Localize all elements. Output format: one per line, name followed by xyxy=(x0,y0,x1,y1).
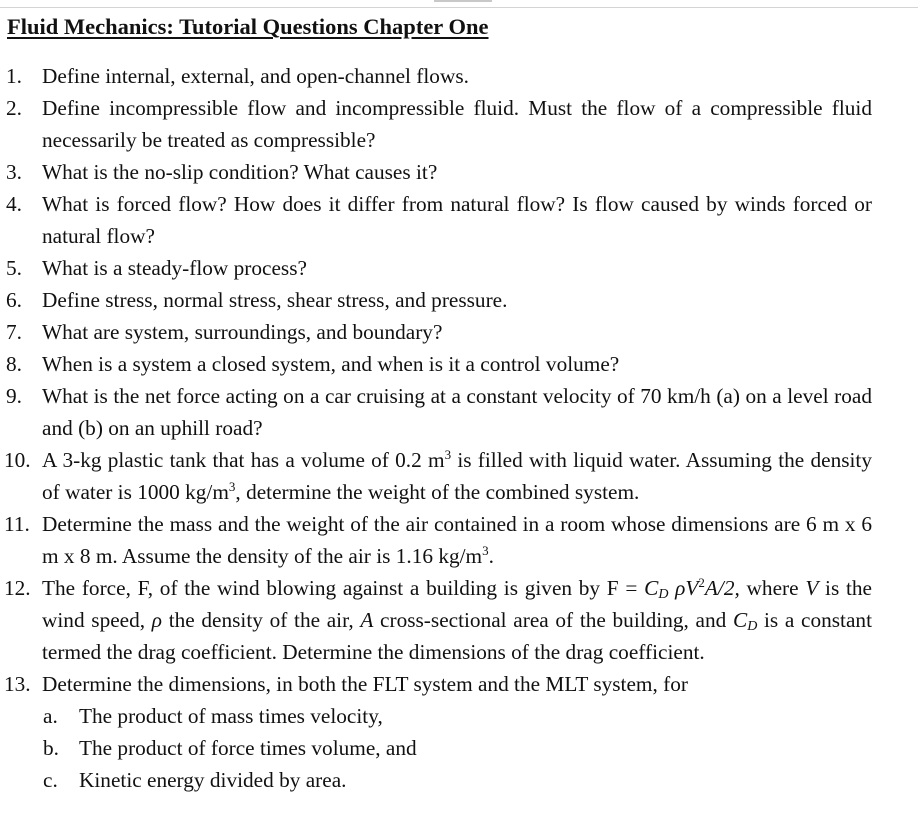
subquestion-c xyxy=(0,764,859,796)
question-text: Define incompressible flow and incompressible fluid. Must the flow of a compressible fluid necessarily be treated as compressible? xyxy=(42,96,872,152)
question-4 xyxy=(0,188,872,252)
subquestion-text: The product of mass times velocity, xyxy=(79,704,383,728)
question-7 xyxy=(0,316,872,348)
question-text: is the wind speed, xyxy=(42,576,872,632)
question-text: What is the no-slip condition? What causes it? xyxy=(42,160,438,184)
question-text: When is a system a closed system, and when is it a control volume? xyxy=(42,352,620,376)
question-9 xyxy=(0,380,872,444)
question-number: 3. xyxy=(6,160,22,184)
subquestion-letter: c. xyxy=(43,768,58,792)
question-13 xyxy=(0,668,872,700)
question-3 xyxy=(0,156,872,188)
question-number: 4. xyxy=(6,192,22,216)
question-text: the density of the air, xyxy=(162,608,361,632)
subquestion-text: Kinetic energy divided by area. xyxy=(79,768,347,792)
symbol-rho: ρ xyxy=(151,608,163,632)
formula-v: V xyxy=(685,576,699,600)
page-top-border xyxy=(0,7,918,8)
question-text: What is a steady-flow process? xyxy=(42,256,307,280)
question-text: . xyxy=(488,544,494,568)
formula-area: A/2, xyxy=(704,576,740,600)
question-text: What are system, surroundings, and boundary? xyxy=(42,320,443,344)
question-number: 7. xyxy=(6,320,22,344)
question-number: 1. xyxy=(6,64,22,88)
exponent: 3 xyxy=(228,479,236,494)
symbol-v: V xyxy=(805,576,819,600)
question-number: 5. xyxy=(6,256,22,280)
question-number: 10. xyxy=(4,448,31,472)
question-text: Determine the dimensions, in both the FLT system and the MLT system, for xyxy=(42,672,688,696)
subquestion-b xyxy=(0,732,859,764)
exponent: 3 xyxy=(482,543,489,558)
question-number: 6. xyxy=(6,288,22,312)
question-text: Define stress, normal stress, shear stress, and pressure. xyxy=(42,288,508,312)
question-list xyxy=(0,60,918,796)
question-text: where xyxy=(739,576,806,600)
symbol-a: A xyxy=(360,608,374,632)
question-12 xyxy=(0,572,872,668)
formula-cd xyxy=(644,576,668,600)
formula-subscript: D xyxy=(658,587,669,602)
question-text: is a constant termed the drag coefficient. Determine the dimensions of the drag coefficient. xyxy=(42,608,872,664)
page-top-marker xyxy=(434,0,492,2)
subquestion-a xyxy=(0,700,859,732)
question-number: 13. xyxy=(4,672,31,696)
question-5 xyxy=(0,252,872,284)
question-number: 9. xyxy=(6,384,22,408)
formula-exponent: 2 xyxy=(698,575,705,590)
question-text: Determine the mass and the weight of the air contained in a room whose dimensions are 6 m x 6 m x 8 m. Assume the density of the air is 1.16 kg/m xyxy=(42,512,872,568)
exponent: 3 xyxy=(444,447,452,462)
question-number: 11. xyxy=(4,512,30,536)
question-text: is filled with liquid water. Assuming the density of water is 1000 kg/m xyxy=(42,448,872,504)
question-text: What is forced flow? How does it differ from natural flow? Is flow caused by winds forced or natural flow? xyxy=(42,192,872,248)
subquestion-letter: a. xyxy=(43,704,58,728)
question-text: What is the net force acting on a car cruising at a constant velocity of 70 km/h (a) on a level road and (b) on an uphill road? xyxy=(42,384,872,440)
symbol-cd xyxy=(733,608,757,632)
question-text: A 3-kg plastic tank that has a volume of 0.2 m xyxy=(42,448,445,472)
question-text: cross-sectional area of the building, and xyxy=(373,608,733,632)
formula-subscript: D xyxy=(747,619,758,634)
question-number: 8. xyxy=(6,352,22,376)
question-11 xyxy=(0,508,872,572)
question-number: 2. xyxy=(6,96,22,120)
formula-rho: ρ xyxy=(675,576,686,600)
formula-symbol: C xyxy=(732,608,748,632)
document-title: Fluid Mechanics: Tutorial Questions Chapter One xyxy=(7,14,489,39)
question-6 xyxy=(0,284,872,316)
question-number: 12. xyxy=(4,576,31,600)
question-8 xyxy=(0,348,872,380)
question-10 xyxy=(0,444,872,508)
question-text: , determine the weight of the combined system. xyxy=(235,480,640,504)
subquestion-letter: b. xyxy=(43,736,59,760)
question-text: The force, F, of the wind blowing against a building is given by F = xyxy=(42,576,645,600)
subquestion-text: The product of force times volume, and xyxy=(79,736,417,760)
formula-symbol: C xyxy=(644,576,659,600)
question-text: Define internal, external, and open-channel flows. xyxy=(42,64,469,88)
question-1 xyxy=(0,60,872,92)
question-2 xyxy=(0,92,872,156)
